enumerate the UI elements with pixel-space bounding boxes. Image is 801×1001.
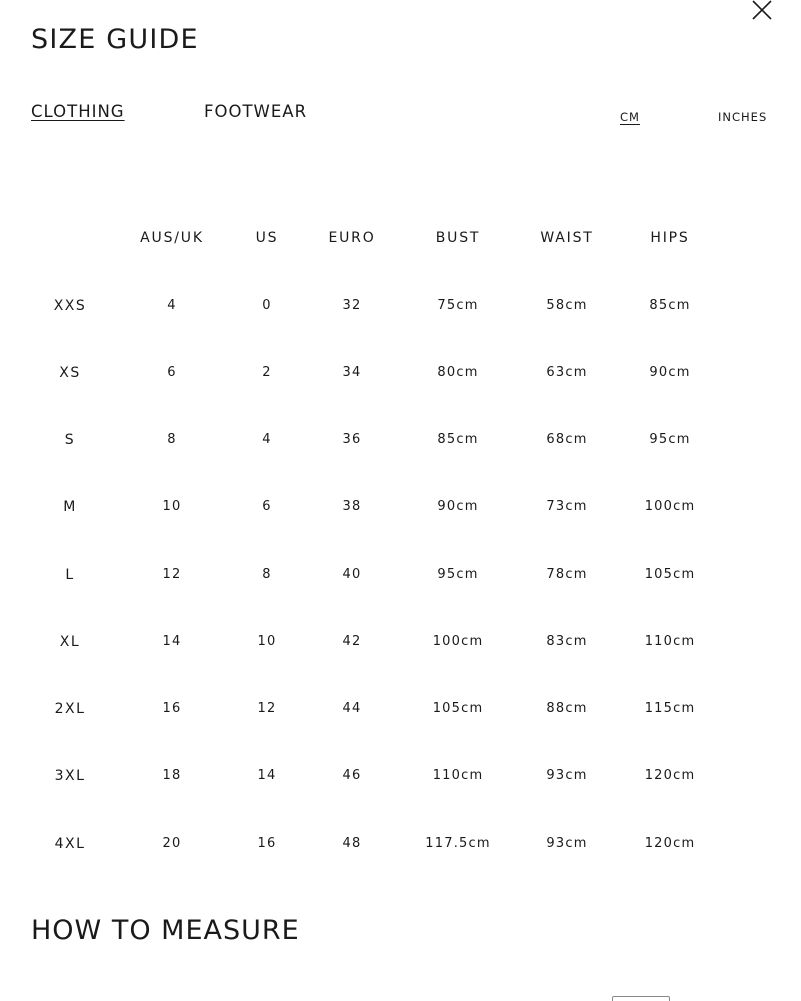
row-size-label: L [65, 567, 75, 583]
table-cell-hips: 105cm [644, 567, 696, 582]
table-cell-aus-uk: 10 [162, 499, 182, 514]
page-title: SIZE GUIDE [31, 24, 199, 55]
table-cell-hips: 110cm [644, 634, 696, 649]
table-cell-bust: 117.5cm [425, 836, 491, 851]
table-cell-bust: 85cm [437, 432, 479, 447]
table-cell-aus-uk: 6 [167, 365, 177, 380]
table-cell-waist: 68cm [546, 432, 588, 447]
row-size-label: M [63, 499, 77, 515]
tab-footwear[interactable]: FOOTWEAR [204, 102, 308, 121]
table-cell-euro: 48 [342, 836, 362, 851]
row-size-label: XXS [53, 298, 87, 314]
column-header-us: US [255, 230, 279, 246]
table-cell-us: 12 [257, 701, 277, 716]
table-cell-bust: 95cm [437, 567, 479, 582]
table-cell-bust: 105cm [432, 701, 484, 716]
table-cell-aus-uk: 8 [167, 432, 177, 447]
table-cell-waist: 88cm [546, 701, 588, 716]
table-cell-euro: 32 [342, 298, 362, 313]
table-cell-waist: 78cm [546, 567, 588, 582]
row-size-label: XL [59, 634, 81, 650]
table-cell-hips: 100cm [644, 499, 696, 514]
row-size-label: 2XL [54, 701, 86, 717]
table-cell-waist: 58cm [546, 298, 588, 313]
table-cell-us: 4 [262, 432, 272, 447]
table-cell-euro: 34 [342, 365, 362, 380]
table-cell-bust: 110cm [432, 768, 484, 783]
table-cell-hips: 115cm [644, 701, 696, 716]
table-cell-aus-uk: 16 [162, 701, 182, 716]
table-cell-us: 14 [257, 768, 277, 783]
table-cell-aus-uk: 14 [162, 634, 182, 649]
table-cell-bust: 100cm [432, 634, 484, 649]
column-header-hips: HIPS [650, 230, 690, 246]
table-cell-aus-uk: 18 [162, 768, 182, 783]
table-cell-aus-uk: 12 [162, 567, 182, 582]
column-header-euro: EURO [328, 230, 376, 246]
table-cell-hips: 120cm [644, 836, 696, 851]
table-cell-us: 16 [257, 836, 277, 851]
table-cell-bust: 90cm [437, 499, 479, 514]
tab-clothing[interactable]: CLOTHING [31, 102, 125, 121]
table-cell-euro: 38 [342, 499, 362, 514]
table-cell-aus-uk: 4 [167, 298, 177, 313]
table-cell-us: 6 [262, 499, 272, 514]
how-to-measure-title: HOW TO MEASURE [31, 915, 300, 946]
table-cell-euro: 36 [342, 432, 362, 447]
table-cell-waist: 73cm [546, 499, 588, 514]
row-size-label: S [64, 432, 76, 448]
table-cell-us: 0 [262, 298, 272, 313]
table-cell-us: 8 [262, 567, 272, 582]
row-size-label: 4XL [54, 836, 86, 852]
table-cell-hips: 95cm [649, 432, 691, 447]
column-header-aus-uk: AUS/UK [140, 230, 204, 246]
unit-inches-toggle[interactable]: INCHES [718, 110, 768, 124]
table-cell-bust: 75cm [437, 298, 479, 313]
table-cell-waist: 93cm [546, 768, 588, 783]
table-cell-waist: 93cm [546, 836, 588, 851]
table-cell-hips: 85cm [649, 298, 691, 313]
table-cell-euro: 44 [342, 701, 362, 716]
table-cell-euro: 46 [342, 768, 362, 783]
table-cell-hips: 120cm [644, 768, 696, 783]
table-cell-euro: 40 [342, 567, 362, 582]
table-cell-waist: 63cm [546, 365, 588, 380]
row-size-label: XS [59, 365, 81, 381]
unit-cm-toggle[interactable]: CM [620, 110, 640, 124]
measure-illustration [612, 996, 670, 1001]
table-cell-euro: 42 [342, 634, 362, 649]
table-cell-us: 2 [262, 365, 272, 380]
table-cell-bust: 80cm [437, 365, 479, 380]
table-cell-aus-uk: 20 [162, 836, 182, 851]
column-header-bust: BUST [435, 230, 481, 246]
table-cell-hips: 90cm [649, 365, 691, 380]
table-cell-us: 10 [257, 634, 277, 649]
table-cell-waist: 83cm [546, 634, 588, 649]
column-header-waist: WAIST [540, 230, 594, 246]
row-size-label: 3XL [54, 768, 86, 784]
